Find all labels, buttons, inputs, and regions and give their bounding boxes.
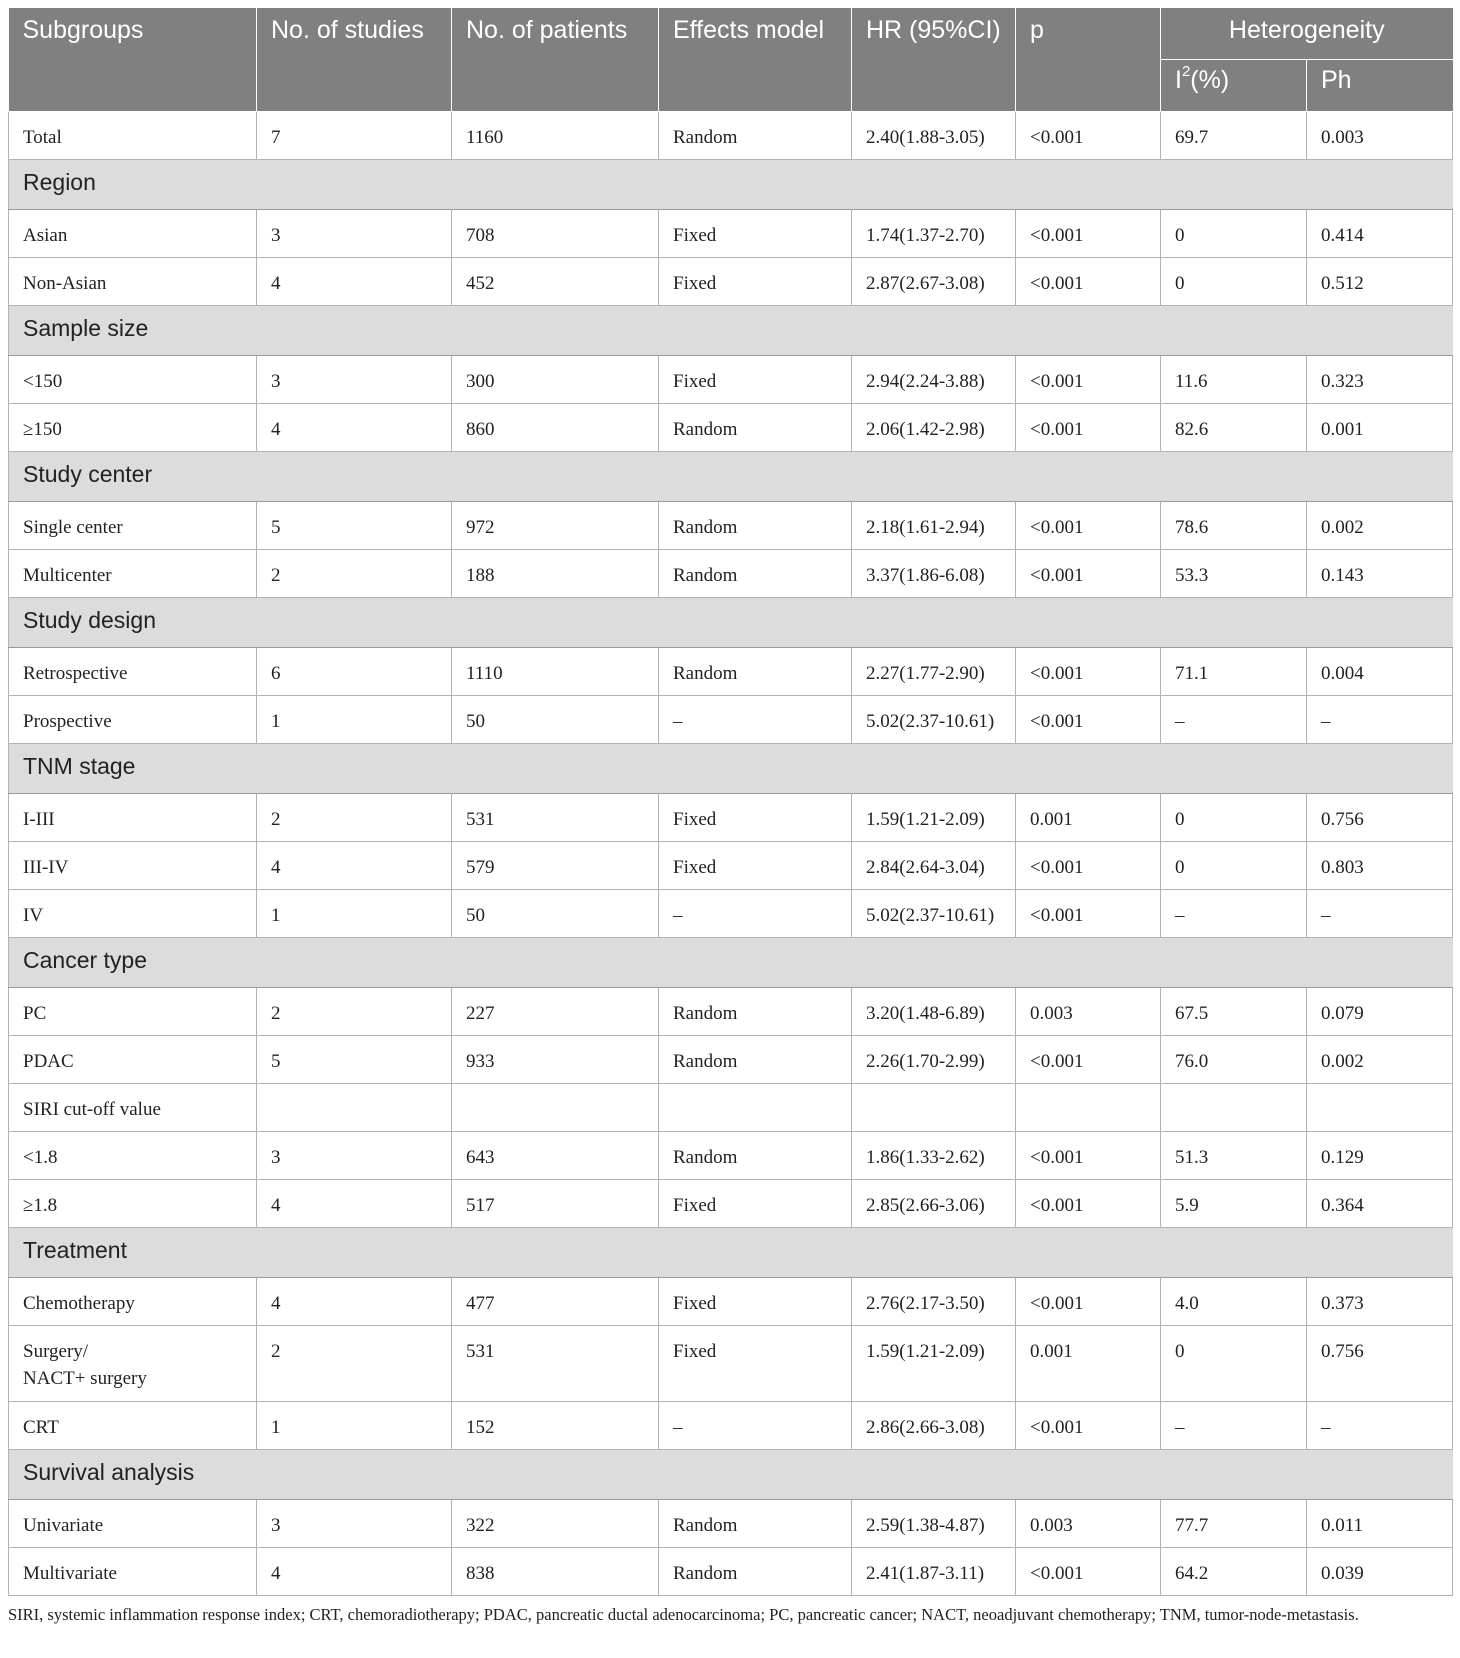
- cell-i2: 53.3: [1161, 549, 1307, 597]
- cell-effects-model: Random: [659, 987, 852, 1035]
- cell-no-studies: 4: [257, 841, 452, 889]
- table-row: [9, 1499, 1453, 1547]
- table-row: [9, 647, 1453, 695]
- header-subgroups: Subgroups: [9, 8, 257, 111]
- cell-no-studies: 7: [257, 111, 452, 159]
- cell-no-patients: 517: [452, 1179, 659, 1227]
- header-i2-unit: (%): [1190, 65, 1230, 94]
- cell-hr: 2.85(2.66-3.06): [852, 1179, 1016, 1227]
- cell-hr: 2.26(1.70-2.99): [852, 1035, 1016, 1083]
- cell-ph: 0.803: [1307, 841, 1453, 889]
- cell-subgroup: Surgery/ NACT+ surgery: [9, 1325, 257, 1401]
- cell-hr: 2.84(2.64-3.04): [852, 841, 1016, 889]
- cell-i2: 71.1: [1161, 647, 1307, 695]
- cell-ph: 0.323: [1307, 355, 1453, 403]
- header-ph: Ph: [1307, 59, 1453, 111]
- cell-hr: 1.59(1.21-2.09): [852, 1325, 1016, 1401]
- cell-i2: 5.9: [1161, 1179, 1307, 1227]
- cell-i2: 76.0: [1161, 1035, 1307, 1083]
- cell-effects-model: –: [659, 695, 852, 743]
- group-header-row: [9, 743, 1453, 793]
- cell-p: 0.003: [1016, 987, 1161, 1035]
- header-hr: HR (95%CI): [852, 8, 1016, 111]
- cell-no-studies: 1: [257, 889, 452, 937]
- table-row: [9, 889, 1453, 937]
- cell-no-studies: 3: [257, 209, 452, 257]
- cell-no-patients: 50: [452, 889, 659, 937]
- cell-no-studies: 3: [257, 355, 452, 403]
- cell-no-patients: 1160: [452, 111, 659, 159]
- cell-ph: 0.011: [1307, 1499, 1453, 1547]
- cell-ph: 0.373: [1307, 1277, 1453, 1325]
- subgroup-analysis-table-container: [8, 8, 1452, 1627]
- cell-subgroup: PDAC: [9, 1035, 257, 1083]
- header-heterogeneity: Heterogeneity: [1161, 8, 1453, 59]
- cell-subgroup: <150: [9, 355, 257, 403]
- cell-i2: 0: [1161, 209, 1307, 257]
- cell-effects-model: –: [659, 1401, 852, 1449]
- table-row: [9, 111, 1453, 159]
- cell-subgroup: CRT: [9, 1401, 257, 1449]
- cell-subgroup: ≥150: [9, 403, 257, 451]
- cell-subgroup: <1.8: [9, 1131, 257, 1179]
- cell-no-patients: 227: [452, 987, 659, 1035]
- cell-no-studies: 1: [257, 1401, 452, 1449]
- cell-effects-model: Fixed: [659, 793, 852, 841]
- group-header-label: TNM stage: [9, 743, 1453, 793]
- cell-p: 0.003: [1016, 1499, 1161, 1547]
- cell-ph: 0.002: [1307, 501, 1453, 549]
- cell-no-patients: [452, 1083, 659, 1131]
- table-row: [9, 841, 1453, 889]
- cell-effects-model: Random: [659, 647, 852, 695]
- cell-p: <0.001: [1016, 1277, 1161, 1325]
- group-header-row: [9, 1449, 1453, 1499]
- table-row: [9, 987, 1453, 1035]
- table-row: [9, 403, 1453, 451]
- cell-hr: 2.27(1.77-2.90): [852, 647, 1016, 695]
- cell-i2: 82.6: [1161, 403, 1307, 451]
- table-row: [9, 355, 1453, 403]
- group-header-label: Cancer type: [9, 937, 1453, 987]
- cell-subgroup: Multivariate: [9, 1547, 257, 1595]
- cell-no-patients: 643: [452, 1131, 659, 1179]
- cell-i2: 64.2: [1161, 1547, 1307, 1595]
- header-p: p: [1016, 8, 1161, 111]
- cell-p: <0.001: [1016, 111, 1161, 159]
- cell-no-patients: 50: [452, 695, 659, 743]
- cell-ph: 0.512: [1307, 257, 1453, 305]
- cell-ph: 0.079: [1307, 987, 1453, 1035]
- cell-no-studies: 5: [257, 1035, 452, 1083]
- cell-hr: 2.59(1.38-4.87): [852, 1499, 1016, 1547]
- cell-ph: 0.364: [1307, 1179, 1453, 1227]
- cell-no-studies: 5: [257, 501, 452, 549]
- cell-i2: 78.6: [1161, 501, 1307, 549]
- cell-hr: 1.74(1.37-2.70): [852, 209, 1016, 257]
- cell-hr: 2.41(1.87-3.11): [852, 1547, 1016, 1595]
- cell-i2: 4.0: [1161, 1277, 1307, 1325]
- cell-p: <0.001: [1016, 1179, 1161, 1227]
- cell-effects-model: [659, 1083, 852, 1131]
- cell-effects-model: Fixed: [659, 1277, 852, 1325]
- cell-subgroup: Multicenter: [9, 549, 257, 597]
- cell-ph: –: [1307, 1401, 1453, 1449]
- cell-effects-model: Fixed: [659, 355, 852, 403]
- cell-no-studies: 4: [257, 1547, 452, 1595]
- table-row: [9, 1179, 1453, 1227]
- cell-subgroup: Retrospective: [9, 647, 257, 695]
- cell-hr: 3.37(1.86-6.08): [852, 549, 1016, 597]
- cell-hr: 2.06(1.42-2.98): [852, 403, 1016, 451]
- cell-effects-model: Fixed: [659, 841, 852, 889]
- cell-effects-model: Fixed: [659, 1179, 852, 1227]
- cell-hr: 2.87(2.67-3.08): [852, 257, 1016, 305]
- cell-no-studies: 4: [257, 1179, 452, 1227]
- cell-no-patients: 300: [452, 355, 659, 403]
- cell-hr: [852, 1083, 1016, 1131]
- cell-i2: [1161, 1083, 1307, 1131]
- cell-no-patients: 579: [452, 841, 659, 889]
- table-row: [9, 1325, 1453, 1401]
- cell-subgroup: Single center: [9, 501, 257, 549]
- cell-effects-model: Random: [659, 501, 852, 549]
- cell-subgroup: I-III: [9, 793, 257, 841]
- cell-ph: 0.004: [1307, 647, 1453, 695]
- table-row: [9, 1083, 1453, 1131]
- group-header-label: Study center: [9, 451, 1453, 501]
- cell-i2: –: [1161, 695, 1307, 743]
- cell-ph: 0.414: [1307, 209, 1453, 257]
- cell-p: 0.001: [1016, 793, 1161, 841]
- cell-effects-model: Random: [659, 403, 852, 451]
- cell-no-studies: 6: [257, 647, 452, 695]
- cell-effects-model: Random: [659, 1499, 852, 1547]
- cell-ph: –: [1307, 695, 1453, 743]
- cell-p: <0.001: [1016, 1401, 1161, 1449]
- cell-subgroup: III-IV: [9, 841, 257, 889]
- cell-subgroup: ≥1.8: [9, 1179, 257, 1227]
- table-row: [9, 695, 1453, 743]
- cell-i2: 0: [1161, 1325, 1307, 1401]
- table-row: [9, 1035, 1453, 1083]
- cell-subgroup: Asian: [9, 209, 257, 257]
- cell-p: 0.001: [1016, 1325, 1161, 1401]
- cell-subgroup: Chemotherapy: [9, 1277, 257, 1325]
- table-row: [9, 501, 1453, 549]
- header-i2: [1161, 59, 1307, 111]
- table-row: [9, 1547, 1453, 1595]
- cell-no-patients: 188: [452, 549, 659, 597]
- cell-ph: 0.039: [1307, 1547, 1453, 1595]
- cell-effects-model: Random: [659, 111, 852, 159]
- cell-no-studies: 2: [257, 1325, 452, 1401]
- cell-hr: 2.40(1.88-3.05): [852, 111, 1016, 159]
- cell-ph: 0.001: [1307, 403, 1453, 451]
- cell-i2: –: [1161, 889, 1307, 937]
- group-header-row: [9, 305, 1453, 355]
- cell-p: <0.001: [1016, 355, 1161, 403]
- table-row: [9, 257, 1453, 305]
- cell-p: <0.001: [1016, 209, 1161, 257]
- cell-i2: 0: [1161, 793, 1307, 841]
- cell-hr: 2.86(2.66-3.08): [852, 1401, 1016, 1449]
- cell-no-studies: 3: [257, 1499, 452, 1547]
- cell-effects-model: –: [659, 889, 852, 937]
- cell-p: <0.001: [1016, 403, 1161, 451]
- cell-p: <0.001: [1016, 1547, 1161, 1595]
- table-row: [9, 793, 1453, 841]
- cell-subgroup: PC: [9, 987, 257, 1035]
- group-header-label: Survival analysis: [9, 1449, 1453, 1499]
- cell-no-patients: 452: [452, 257, 659, 305]
- cell-ph: [1307, 1083, 1453, 1131]
- cell-effects-model: Random: [659, 549, 852, 597]
- cell-i2: 11.6: [1161, 355, 1307, 403]
- cell-ph: 0.002: [1307, 1035, 1453, 1083]
- cell-no-patients: 531: [452, 1325, 659, 1401]
- cell-no-studies: 4: [257, 403, 452, 451]
- table-header: [9, 8, 1453, 111]
- cell-subgroup: SIRI cut-off value: [9, 1083, 257, 1131]
- cell-no-patients: 838: [452, 1547, 659, 1595]
- cell-ph: –: [1307, 889, 1453, 937]
- group-header-row: [9, 937, 1453, 987]
- cell-subgroup: Prospective: [9, 695, 257, 743]
- group-header-label: Study design: [9, 597, 1453, 647]
- cell-hr: 3.20(1.48-6.89): [852, 987, 1016, 1035]
- cell-p: [1016, 1083, 1161, 1131]
- cell-subgroup: Total: [9, 111, 257, 159]
- cell-i2: 77.7: [1161, 1499, 1307, 1547]
- cell-no-studies: 2: [257, 549, 452, 597]
- cell-ph: 0.129: [1307, 1131, 1453, 1179]
- cell-no-studies: 1: [257, 695, 452, 743]
- cell-hr: 2.76(2.17-3.50): [852, 1277, 1016, 1325]
- cell-no-studies: 4: [257, 1277, 452, 1325]
- header-i2-base: I: [1175, 65, 1182, 94]
- cell-subgroup: Non-Asian: [9, 257, 257, 305]
- cell-effects-model: Fixed: [659, 1325, 852, 1401]
- cell-effects-model: Fixed: [659, 257, 852, 305]
- table-body: [9, 111, 1453, 1595]
- cell-p: <0.001: [1016, 549, 1161, 597]
- cell-p: <0.001: [1016, 1131, 1161, 1179]
- group-header-label: Sample size: [9, 305, 1453, 355]
- subgroup-analysis-table: [8, 8, 1453, 1596]
- cell-no-studies: [257, 1083, 452, 1131]
- group-header-row: [9, 597, 1453, 647]
- table-row: [9, 1277, 1453, 1325]
- table-row: [9, 549, 1453, 597]
- cell-p: <0.001: [1016, 889, 1161, 937]
- cell-p: <0.001: [1016, 841, 1161, 889]
- cell-ph: 0.003: [1307, 111, 1453, 159]
- cell-i2: 67.5: [1161, 987, 1307, 1035]
- cell-i2: 0: [1161, 257, 1307, 305]
- table-row: [9, 1401, 1453, 1449]
- cell-hr: 2.18(1.61-2.94): [852, 501, 1016, 549]
- header-no-patients: No. of patients: [452, 8, 659, 111]
- header-i2-superscript: 2: [1181, 63, 1191, 81]
- cell-p: <0.001: [1016, 647, 1161, 695]
- cell-no-patients: 1110: [452, 647, 659, 695]
- cell-no-studies: 2: [257, 793, 452, 841]
- cell-hr: 1.86(1.33-2.62): [852, 1131, 1016, 1179]
- cell-no-patients: 860: [452, 403, 659, 451]
- cell-no-patients: 972: [452, 501, 659, 549]
- cell-i2: 0: [1161, 841, 1307, 889]
- cell-hr: 5.02(2.37-10.61): [852, 695, 1016, 743]
- cell-no-patients: 477: [452, 1277, 659, 1325]
- group-header-label: Treatment: [9, 1227, 1453, 1277]
- cell-p: <0.001: [1016, 695, 1161, 743]
- cell-p: <0.001: [1016, 1035, 1161, 1083]
- cell-ph: 0.756: [1307, 1325, 1453, 1401]
- cell-subgroup: Univariate: [9, 1499, 257, 1547]
- cell-no-patients: 152: [452, 1401, 659, 1449]
- group-header-label: Region: [9, 159, 1453, 209]
- cell-no-patients: 322: [452, 1499, 659, 1547]
- cell-hr: 5.02(2.37-10.61): [852, 889, 1016, 937]
- cell-ph: 0.143: [1307, 549, 1453, 597]
- header-effects-model: Effects model: [659, 8, 852, 111]
- cell-effects-model: Random: [659, 1035, 852, 1083]
- group-header-row: [9, 451, 1453, 501]
- cell-no-patients: 933: [452, 1035, 659, 1083]
- cell-hr: 2.94(2.24-3.88): [852, 355, 1016, 403]
- header-no-studies: No. of studies: [257, 8, 452, 111]
- cell-p: <0.001: [1016, 501, 1161, 549]
- table-row: [9, 209, 1453, 257]
- cell-i2: 69.7: [1161, 111, 1307, 159]
- cell-no-patients: 708: [452, 209, 659, 257]
- cell-no-patients: 531: [452, 793, 659, 841]
- cell-p: <0.001: [1016, 257, 1161, 305]
- cell-i2: –: [1161, 1401, 1307, 1449]
- cell-i2: 51.3: [1161, 1131, 1307, 1179]
- table-footnote: SIRI, systemic inflammation response index; CRT, chemoradiotherapy; PDAC, pancreatic ductal adenocarcinoma; PC, pancreatic cancer; NACT, neoadjuvant chemotherapy; TNM, tumor-node-metastasis.: [8, 1604, 1359, 1624]
- cell-no-studies: 3: [257, 1131, 452, 1179]
- table-row: [9, 1131, 1453, 1179]
- cell-effects-model: Random: [659, 1547, 852, 1595]
- cell-effects-model: Fixed: [659, 209, 852, 257]
- cell-ph: 0.756: [1307, 793, 1453, 841]
- group-header-row: [9, 1227, 1453, 1277]
- cell-no-studies: 2: [257, 987, 452, 1035]
- cell-effects-model: Random: [659, 1131, 852, 1179]
- cell-subgroup: IV: [9, 889, 257, 937]
- cell-hr: 1.59(1.21-2.09): [852, 793, 1016, 841]
- cell-no-studies: 4: [257, 257, 452, 305]
- group-header-row: [9, 159, 1453, 209]
